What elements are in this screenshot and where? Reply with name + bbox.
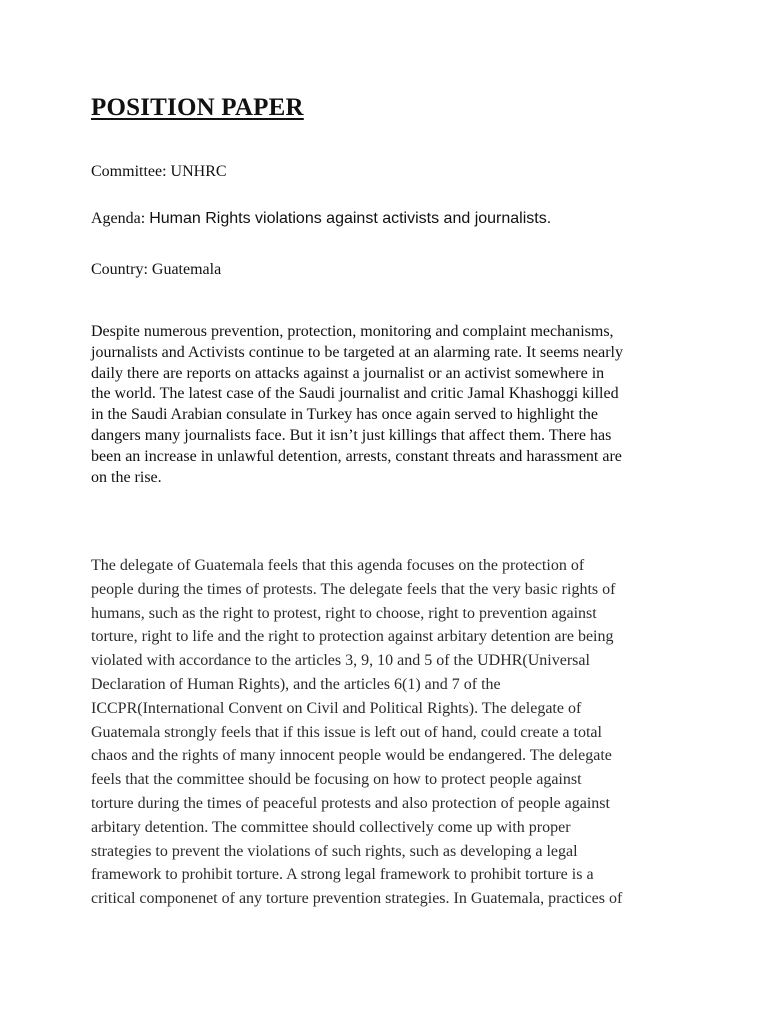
paragraph-line: violated with accordance to the articles 3, 9, 10 and 5 of the UDHR(Universal: [91, 652, 590, 670]
paragraph-line: dangers many journalists face. But it isn’t just killings that affect them. There has: [91, 426, 612, 444]
paragraph-line: journalists and Activists continue to be targeted at an alarming rate. It seems nearly: [91, 343, 623, 361]
committee-value: UNHRC: [170, 163, 227, 180]
country-value: Guatemala: [151, 261, 222, 278]
paragraph-line: Declaration of Human Rights), and the articles 6(1) and 7 of the: [91, 675, 501, 693]
paragraph-line: the world. The latest case of the Saudi journalist and critic Jamal Khashoggi killed: [91, 385, 619, 403]
country-line: [91, 260, 221, 280]
paragraph-line: Guatemala strongly feels that if this issue is left out of hand, could create a total: [91, 723, 602, 741]
paragraph-line: strategies to prevent the violations of such rights, such as developing a legal: [91, 842, 578, 860]
paragraph-line: feels that the committee should be focusing on how to protect people against: [91, 771, 582, 789]
committee-label: Committee:: [91, 163, 167, 180]
intro-paragraph: [91, 322, 623, 488]
paragraph-line: framework to prohibit torture. A strong legal framework to prohibit torture is a: [91, 866, 594, 884]
paragraph-line: Despite numerous prevention, protection, monitoring and complaint mechanisms,: [91, 323, 614, 340]
paragraph-line: daily there are reports on attacks against a journalist or an activist somewhere in: [91, 364, 605, 382]
paragraph-line: The delegate of Guatemala feels that this agenda focuses on the protection of: [91, 557, 585, 574]
paragraph-line: torture, right to life and the right to protection against arbitary detention are being: [91, 628, 614, 646]
paragraph-line: been an increase in unlawful detention, arrests, constant threats and harassment are: [91, 447, 622, 465]
document-title: POSITION PAPER: [91, 94, 304, 121]
committee-line: [91, 162, 227, 182]
agenda-value: Human Rights violations against activists and journalists.: [149, 210, 552, 227]
paragraph-line: on the rise.: [91, 468, 162, 486]
paragraph-line: ICCPR(International Convent on Civil and Political Rights). The delegate of: [91, 699, 582, 717]
paragraph-line: people during the times of protests. The delegate feels that the very basic rights of: [91, 580, 616, 598]
country-label: Country:: [91, 261, 148, 278]
paragraph-line: torture during the times of peaceful protests and also protection of people against: [91, 794, 610, 812]
delegate-paragraph: [91, 554, 622, 911]
paragraph-line: arbitary detention. The committee should collectively come up with proper: [91, 818, 571, 836]
paragraph-line: critical componenet of any torture prevention strategies. In Guatemala, practices of: [91, 890, 623, 908]
agenda-line: [91, 209, 551, 229]
paragraph-line: humans, such as the right to protest, right to choose, right to prevention against: [91, 604, 597, 622]
agenda-label: Agenda:: [91, 210, 146, 227]
paragraph-line: in the Saudi Arabian consulate in Turkey has once again served to highlight the: [91, 406, 599, 424]
paragraph-line: chaos and the rights of many innocent people would be endangered. The delegate: [91, 747, 612, 765]
